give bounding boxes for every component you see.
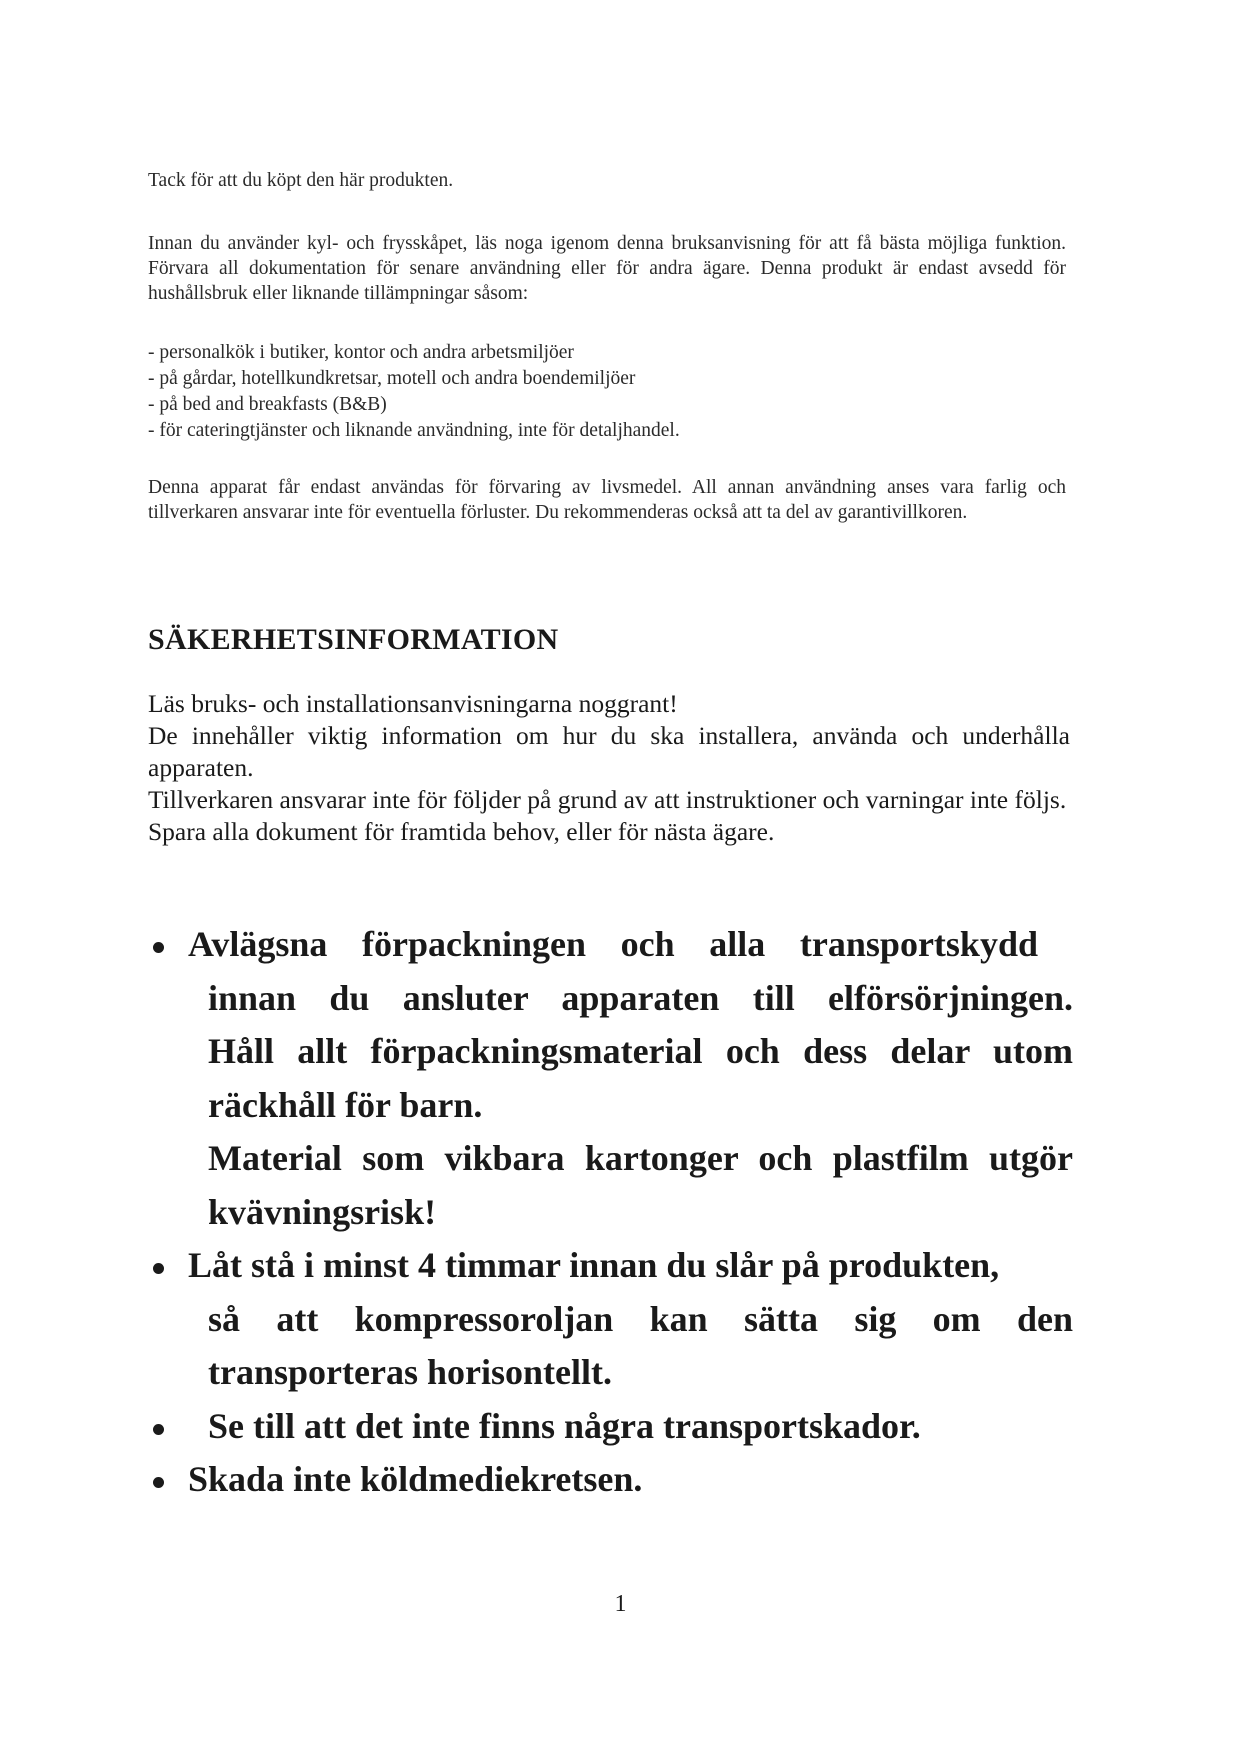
intro-paragraph: Innan du använder kyl- och frysskåpet, läs noga igenom denna bruksanvisning för att få bästa möjliga funktion. Förvara all dokumentation för senare användning eller för andra ägare. Denna produkt är endast avsedd för hushållsbruk eller liknande tillämpningar såsom: <box>148 233 1066 304</box>
bullet-line: Skada inte köldmediekretsen. <box>188 1459 643 1499</box>
bullet-line: räckhåll för barn. <box>208 1084 483 1125</box>
usage-list-item: - personalkök i butiker, kontor och andra arbetsmiljöer <box>148 342 574 363</box>
usage-list-item: - på gårdar, hotellkundkretsar, motell och andra boendemiljöer <box>148 368 636 389</box>
bullet-line: innan du ansluter apparaten till elförsörjningen. <box>208 977 1073 1018</box>
bullet-line: Håll allt förpackningsmaterial och dess delar utom <box>208 1031 1073 1071</box>
bullet-dot-icon <box>153 942 164 953</box>
bullet-dot-icon <box>153 1424 164 1435</box>
usage-list-item: - för cateringtjänster och liknande användning, inte för detaljhandel. <box>148 420 680 441</box>
safety-bullet <box>148 1453 1073 1507</box>
bullet-dot-icon <box>153 1263 164 1274</box>
usage-list <box>148 340 680 444</box>
safety-bullet <box>148 1239 1073 1400</box>
page-number: 1 <box>614 1591 627 1617</box>
food-storage-paragraph: Denna apparat får endast användas för förvaring av livsmedel. All annan användning anses vara farlig och tillverkaren ansvarar inte för eventuella förluster. Du rekommenderas också att ta del av garantivillkoren. <box>148 477 1066 523</box>
safety-line: Spara alla dokument för framtida behov, eller för nästa ägare. <box>148 817 775 846</box>
bullet-line: Avlägsna förpackningen och alla transportskydd <box>188 924 1038 964</box>
thanks-line: Tack för att du köpt den här produkten. <box>148 170 454 191</box>
bullet-line: så att kompressoroljan kan sätta sig om den <box>208 1298 1073 1339</box>
safety-line: De innehåller viktig information om hur du ska installera, använda och underhålla apparaten. <box>148 721 1070 782</box>
safety-line: Tillverkaren ansvarar inte för följder på grund av att instruktioner och varningar inte följs. <box>148 785 1067 814</box>
safety-line: Läs bruks- och installationsanvisningarna noggrant! <box>148 689 678 718</box>
bullet-dot-icon <box>153 1477 164 1488</box>
bullet-line: Låt stå i minst 4 timmar innan du slår på produkten, <box>188 1245 1000 1285</box>
bullet-line: Se till att det inte finns några transportskador. <box>208 1405 921 1446</box>
safety-heading: SÄKERHETSINFORMATION <box>148 623 559 656</box>
safety-bullet-list <box>148 918 1073 1507</box>
usage-list-item: - på bed and breakfasts (B&B) <box>148 394 387 415</box>
safety-intro <box>148 688 1070 848</box>
bullet-line: Material som vikbara kartonger och plastfilm utgör <box>208 1138 1073 1178</box>
safety-bullet <box>148 918 1073 1239</box>
bullet-line: transporteras horisontellt. <box>208 1352 612 1392</box>
safety-bullet <box>148 1400 1073 1454</box>
bullet-line: kvävningsrisk! <box>208 1191 437 1232</box>
